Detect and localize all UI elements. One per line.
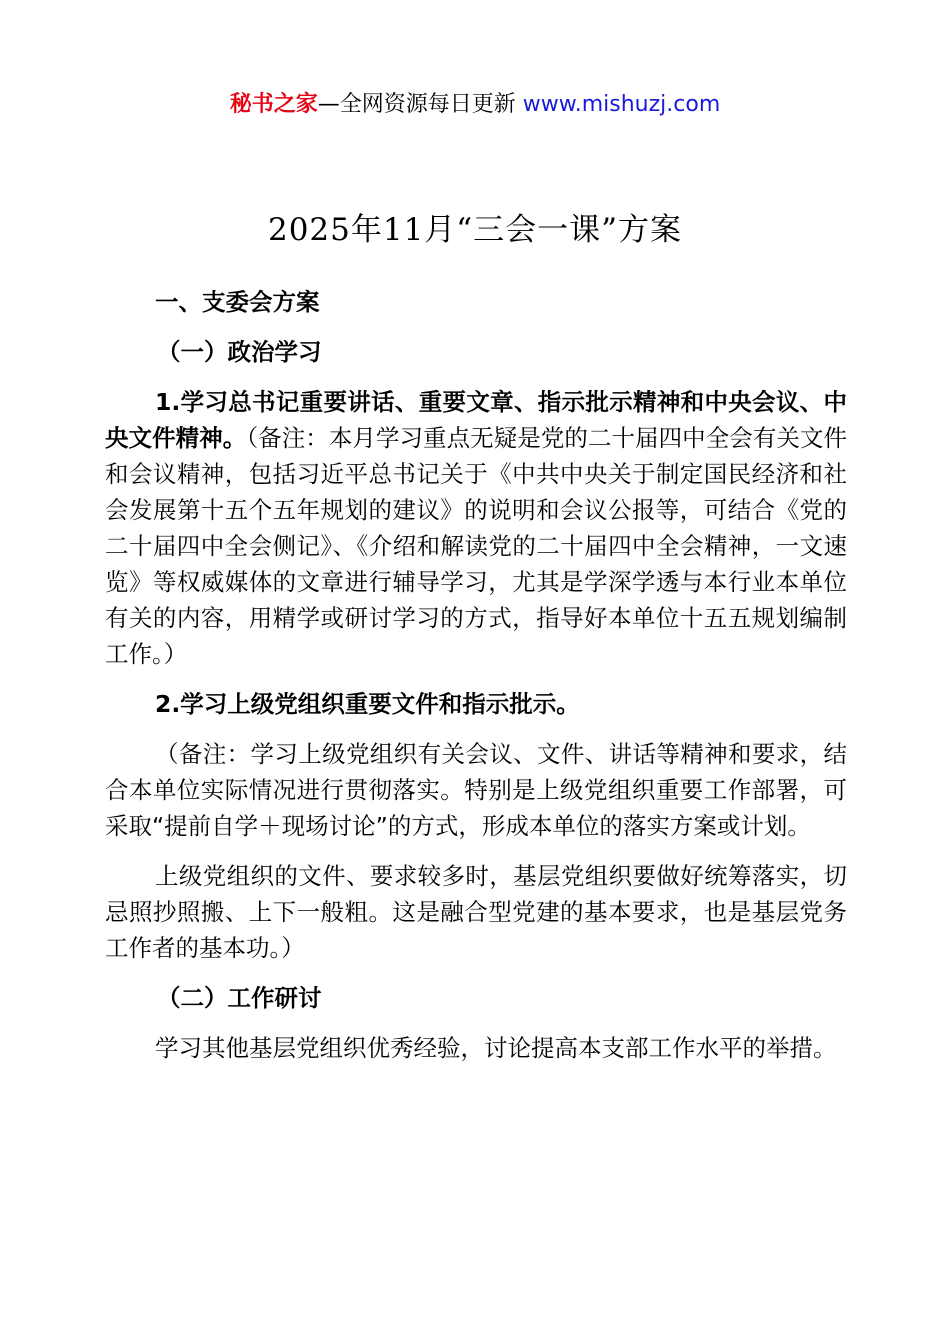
item-1-note: （备注：本月学习重点无疑是党的二十届四中全会有关文件和会议精神，包括习近平总书记关于《中共中央关于制定国民经济和社会发展第十五个五年规划的建议》的说明和会议公报等，可结合《党的二十届四中全会侧记》、《介绍和解读党的二十届四中全会精神，一文速览》等权威媒体的文章进行辅导学习，尤其是学深学透与本行业本单位有关的内容，用精学或研讨学习的方式，指导好本单位十五五规划编制工作。）	[105, 424, 848, 668]
item-2-note-2: 上级党组织的文件、要求较多时，基层党组织要做好统筹落实，切忌照抄照搬、上下一般粗。这是融合型党建的基本要求，也是基层党务工作者的基本功。）	[105, 862, 847, 962]
item-1-heading: 1.学习总书记重要讲话、重要文章、指示批示精神和中央会议、中央文件精神。	[105, 388, 847, 452]
document-title: 2025年11月“三会一课”方案	[267, 212, 683, 248]
subsection-heading-work-discussion: （二）工作研讨	[157, 984, 322, 1012]
paragraph-item-1	[105, 384, 847, 672]
section-heading-1: 一、支委会方案	[155, 288, 320, 316]
paragraph-work-discussion: 学习其他基层党组织优秀经验，讨论提高本支部工作水平的举措。	[155, 1034, 837, 1062]
site-tagline: —全网资源每日更新	[317, 92, 523, 117]
item-2-heading: 2.学习上级党组织重要文件和指示批示。	[155, 690, 580, 718]
site-brand: 秘书之家	[229, 92, 318, 117]
site-url-link[interactable]: www.mishuzj.com	[522, 92, 721, 117]
item-2-note-1: （备注：学习上级党组织有关会议、文件、讲话等精神和要求，结合本单位实际情况进行贯彻落实。特别是上级党组织重要工作部署，可采取“提前自学＋现场讨论”的方式，形成本单位的落实方案或计划。	[105, 740, 847, 840]
subsection-heading-political-study: （一）政治学习	[157, 338, 322, 366]
document-body	[105, 284, 847, 1080]
site-header	[0, 88, 950, 122]
